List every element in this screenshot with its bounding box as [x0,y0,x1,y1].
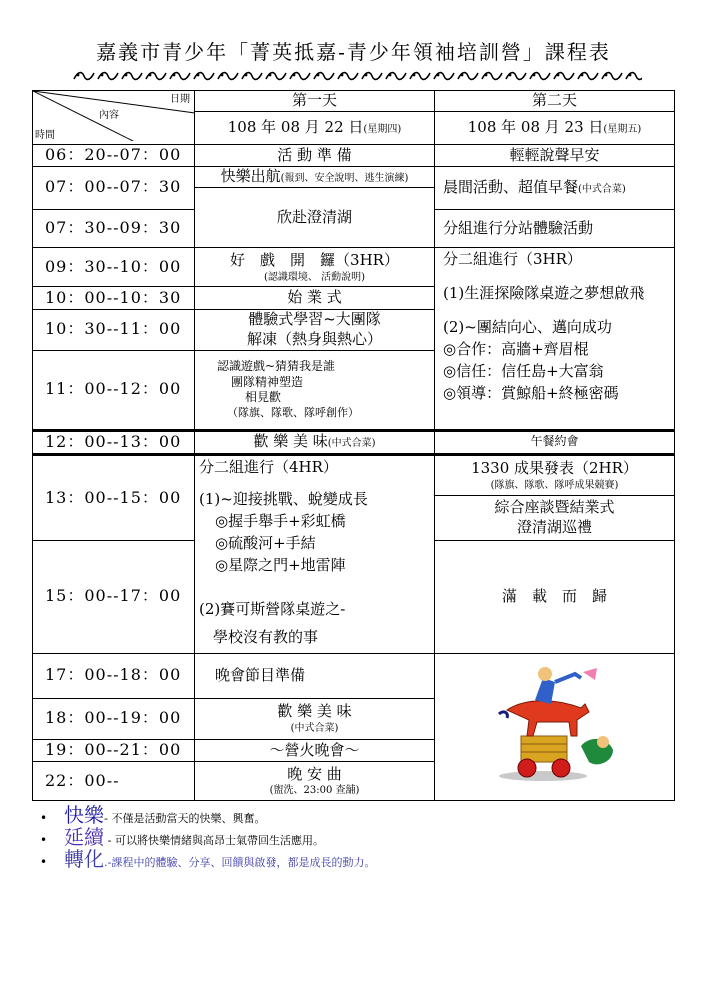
day1-date: 108 年 08 月 22 日(星期四) [195,111,435,144]
activity-night: 晚 安 曲 (盥洗、23:00 查舖) [195,761,435,800]
activity-morning: 晨間活動、超值早餐(中式合菜) [435,167,675,209]
activity-afternoon: 分二組進行（4HR） (1)~迎接挑戰、蛻變成長 ◎握手舉手+彩虹橋 ◎硫酸河+手結 ◎星際之門+地雷陣 (2)賽可斯營隊桌遊之- 學校沒有教的事 [195,454,435,653]
time-slot: 13：00--15：00 [33,454,195,540]
time-slot: 17：00--18：00 [33,653,195,698]
motto-item: • 延續 - 可以將快樂情緒與高昂士氣帶回生活應用。 [40,825,324,849]
activity-campfire: ～營火晚會～ [195,739,435,761]
activity-showcase: 1330 成果發表（2HR） (隊旗、隊歌、隊呼成果競賽) [435,454,675,495]
time-slot: 12：00--13：00 [33,430,195,454]
activity-evening-prep: 晚會節目準備 [195,653,435,698]
day2-date: 108 年 08 月 23 日(星期五) [435,111,675,144]
activity-happy-start: 快樂出航(報到、安全說明、逃生演練) [195,167,435,188]
activity-prep: 活 動 準 備 [195,144,435,166]
time-slot: 10：30--11：00 [33,309,195,350]
activity-lunch: 歡 樂 美 味(中式合菜) [195,430,435,454]
time-slot: 19：00--21：00 [33,739,195,761]
header-corner [33,91,195,145]
motto-item: • 快樂- 不僅是活動當天的快樂、興奮。 [40,803,266,827]
page-title: 嘉義市青少年「菁英抵嘉-青少年領袖培訓營」課程表 [96,40,611,64]
schedule-table [32,90,675,801]
activity-home: 滿 載 而 歸 [435,540,675,653]
activity-games: 認識遊戲~猜猜我是誰 團隊精神塑造 相見歡 （隊旗、隊歌、隊呼創作） [195,350,435,430]
day2-header: 第二天 [435,91,675,112]
decorative-border [72,69,642,83]
time-label: 時間 [35,129,55,141]
motto-list [40,804,375,870]
rider-illustration [485,664,625,784]
activity-day2-groups: 分二組進行（3HR） (1)生涯探險隊桌遊之夢想啟飛 (2)~團結向心、邁向成功 ◎合作：高牆+齊眉棍 ◎信任：信任島+大富翁 ◎領導：賞鯨船+終極密碼 [435,248,675,430]
illustration-cell [435,653,675,800]
date-label: 日期 [170,94,190,105]
content-label: 內容 [99,110,119,121]
time-slot: 06：20--07：00 [33,144,195,166]
time-slot: 15：00--17：00 [33,540,195,653]
activity-drama: 好 戲 開 鑼（3HR） (認識環境、 活動說明) [195,248,435,287]
activity-day2-lunch: 午餐約會 [435,430,675,454]
motto-item: • 轉化.-課程中的體驗、分享、回饋與啟發，都是成長的動力。 [40,847,376,871]
activity-stations: 分組進行分站體驗活動 [435,209,675,248]
time-slot: 11：00--12：00 [33,350,195,430]
time-slot: 18：00--19：00 [33,698,195,739]
activity-experience: 體驗式學習~大團隊 解凍（熱身與熱心） [195,309,435,350]
activity-wake: 輕輕說聲早安 [435,144,675,166]
activity-closing: 綜合座談暨結業式 澄清湖巡禮 [435,495,675,540]
time-slot: 07：30--09：30 [33,209,195,248]
time-slot: 09：30--10：00 [33,248,195,287]
time-slot: 22：00-- [33,761,195,800]
day1-header: 第一天 [195,91,435,112]
activity-dinner: 歡 樂 美 味 (中式合菜) [195,698,435,739]
activity-opening: 始 業 式 [195,287,435,309]
time-slot: 07：00--07：30 [33,167,195,209]
time-slot: 10：00--10：30 [33,287,195,309]
activity-lake: 欣赴澄清湖 [195,188,435,248]
